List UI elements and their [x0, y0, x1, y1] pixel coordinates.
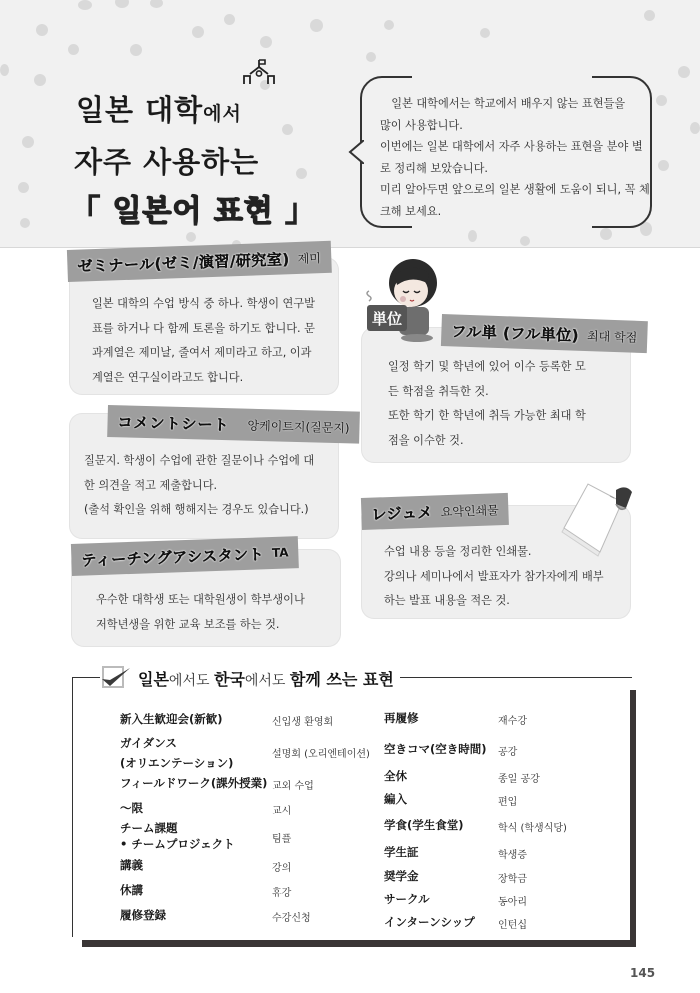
term-translation: 강의 [272, 863, 292, 874]
decor-dot [78, 0, 92, 10]
title-line-2: 자주 사용하는 [74, 145, 260, 179]
term-row: 学生証 [384, 845, 419, 859]
decor-dot [186, 232, 196, 242]
decor-dot [310, 19, 323, 32]
term-row: 再履修 [384, 711, 419, 725]
term-translation: 편입 [498, 797, 518, 808]
term-jp: ゼミナール(ゼミ/演習/研究室) [77, 249, 291, 276]
decor-dot [296, 168, 307, 179]
decor-dot [658, 160, 669, 171]
term-translation: 교외 수업 [272, 781, 314, 792]
term-translation: 재수강 [498, 716, 527, 727]
term-row: ガイダンス (オリエンテーション) [120, 736, 234, 770]
decor-dot [20, 218, 30, 228]
term-row: 編入 [384, 792, 407, 806]
term-description: 일본 대학의 수업 방식 중 하나. 학생이 연구발 표를 하거나 다 함께 토론을 하기도 합니다. 문 과계열은 제미날, 줄여서 제미라고 하고, 이과 계열은 연구실이라고도 합니다. [92, 297, 315, 384]
term-jp: コメントシート [117, 412, 230, 434]
title-line-1: 일본 대학에서 [76, 88, 242, 129]
decor-dot [690, 122, 700, 134]
term-translation: 팀플 [272, 834, 292, 845]
handout-paper-illustration [560, 482, 634, 560]
term-jp: フル単 (フル単位) [451, 321, 580, 345]
title-line-3: 「 일본어 표현 」 [70, 186, 316, 230]
term-row: 履修登録 [120, 908, 166, 922]
term-row: 学食(学生食堂) [384, 818, 464, 832]
term-row: 全休 [384, 769, 407, 783]
term-row: 休講 [120, 883, 143, 897]
decor-dot [224, 14, 235, 25]
decor-dot [480, 28, 490, 38]
term-ko: TA [271, 545, 289, 561]
term-description: 일정 학기 및 학년에 있어 이수 등록한 모 든 학점을 취득한 것. 또한 학기 한 학년에 취득 가능한 최대 학 점을 이수한 것. [388, 360, 586, 447]
term-translation: 학식 (학생식당) [498, 823, 567, 834]
term-ko: 앙케이트지(질문지) [247, 418, 350, 435]
term-description: 질문지. 학생이 수업에 관한 질문이나 수업에 대 한 의견을 적고 제출합니다. (출석 확인을 위해 행해지는 경우도 있습니다.) [84, 454, 315, 516]
svg-text:単位: 単位 [371, 310, 403, 328]
decor-dot [282, 124, 293, 135]
term-description: 우수한 대학생 또는 대학원생이 학부생이나 저학년생을 위한 교육 보조를 하는 것. [96, 593, 305, 631]
decor-dot [678, 66, 690, 78]
term-row: 空きコマ(空き時間) [384, 742, 487, 756]
intro-text: 일본 대학에서는 학교에서 배우지 않는 표현들을 많이 사용합니다. 이번에는 일본 대학에서 자주 사용하는 표현을 분야 별 로 정리해 보았습니다. 미리 알아두면 앞으로의 일본 생활에 도움이 되니, 꼭 체 크해 보세요. [380, 97, 650, 218]
decor-dot [68, 44, 79, 55]
term-tag-comment-sheet [107, 405, 360, 444]
term-ko: 최대 학점 [586, 328, 638, 345]
decor-dot [656, 95, 667, 106]
term-translation: 수강신청 [272, 913, 311, 924]
decor-dot [644, 10, 655, 21]
common-expressions-header [100, 663, 400, 693]
student-holding-credit-sign-illustration [365, 253, 445, 343]
term-translation: 학생증 [498, 850, 527, 861]
term-translation: 장학금 [498, 874, 527, 885]
term-row: 新入生歓迎会(新歓) [120, 712, 223, 726]
term-translation: 휴강 [272, 888, 292, 899]
decor-dot [150, 0, 163, 8]
page-number: 145 [630, 966, 656, 980]
speech-tail-icon [348, 140, 364, 164]
checkbox-check-icon [100, 664, 128, 692]
decor-dot [130, 44, 142, 56]
term-row: フィールドワーク(課外授業) [120, 776, 268, 790]
decor-dot [366, 52, 376, 62]
decor-dot [36, 24, 48, 36]
decor-dot [115, 0, 129, 8]
intro-speech-bubble [360, 76, 652, 228]
decor-dot [0, 64, 9, 76]
decor-dot [192, 26, 204, 38]
term-row: サークル [384, 892, 430, 906]
term-translation: 신입생 환영회 [272, 717, 334, 728]
term-row: 奨学金 [384, 869, 419, 883]
term-translation: 종일 공강 [498, 774, 540, 785]
term-row: チーム課題 • チームプロジェクト [120, 821, 235, 851]
decor-dot [600, 228, 612, 240]
decor-dot [34, 74, 46, 86]
term-row: 講義 [120, 858, 143, 872]
term-description: 수업 내용 등을 정리한 인쇄물. 강의나 세미나에서 발표자가 참가자에게 배부 하는 발표 내용을 적은 것. [384, 545, 604, 607]
term-translation: 설명회 (오리엔테이션) [272, 749, 370, 760]
decor-dot [384, 20, 394, 30]
decor-dot [468, 230, 477, 242]
term-translation: 공강 [498, 747, 518, 758]
term-translation: 동아리 [498, 897, 527, 908]
term-jp: ティーチングアシスタント [81, 544, 265, 570]
term-jp: レジュメ [371, 503, 434, 524]
term-row: ～限 [120, 801, 143, 815]
school-building-icon [240, 58, 276, 86]
header-band [0, 0, 700, 248]
box-shadow-bottom [82, 940, 636, 947]
term-ko: 요약인쇄물 [440, 502, 499, 519]
term-tag-resume [361, 493, 509, 530]
term-translation: 인턴십 [498, 920, 527, 931]
term-ko: 제미 [297, 250, 322, 266]
decor-dot [18, 182, 29, 193]
term-row: インターンシップ [384, 915, 475, 929]
decor-dot [22, 136, 34, 148]
decor-dot [260, 36, 272, 48]
common-expressions-title: 일본에서도 한국에서도 함께 쓰는 표현 [138, 669, 394, 689]
decor-dot [520, 236, 530, 246]
term-translation: 교시 [272, 806, 292, 817]
